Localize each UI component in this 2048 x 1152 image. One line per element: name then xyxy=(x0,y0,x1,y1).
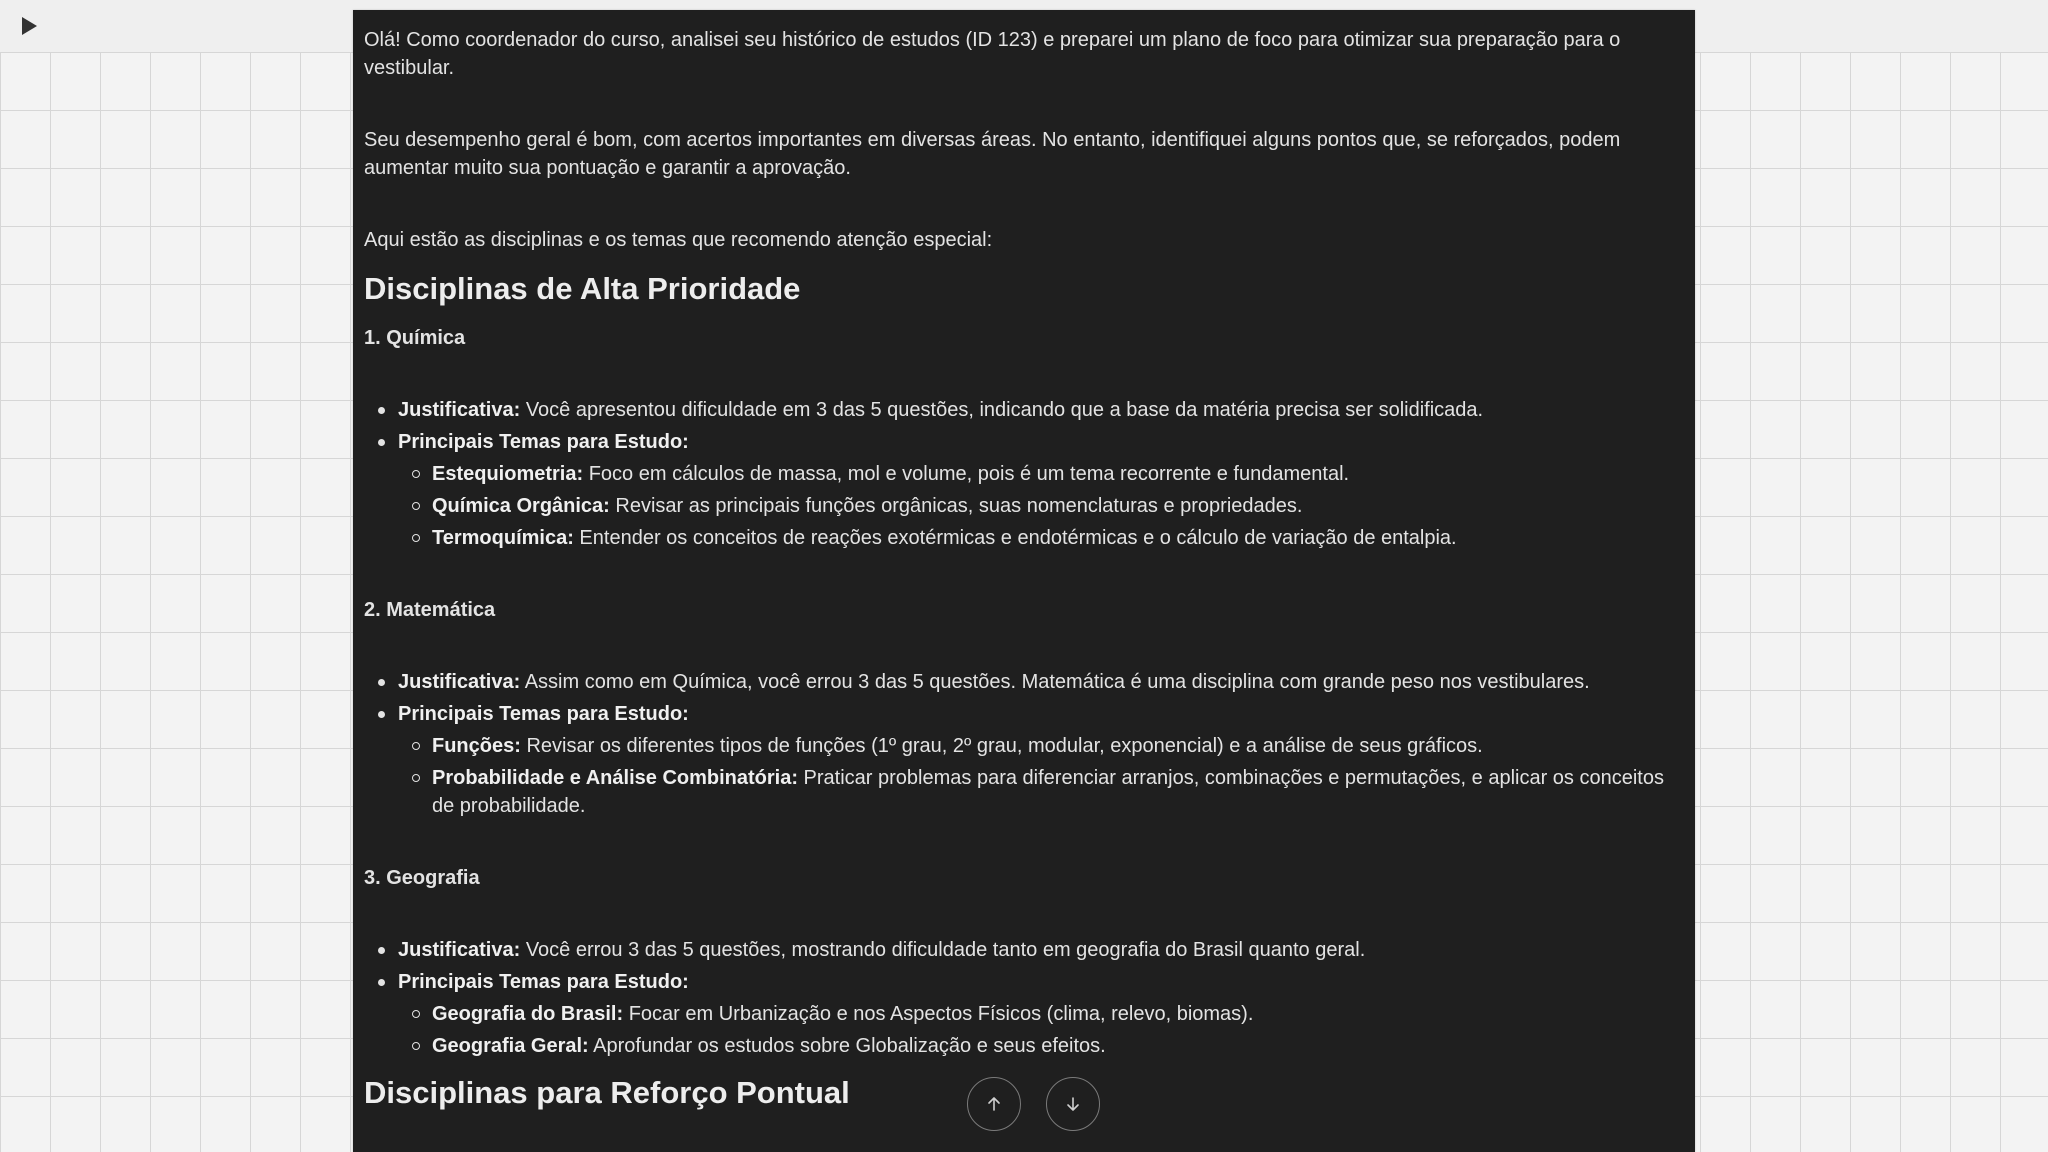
topic-text: Aprofundar os estudos sobre Globalização e seus efeitos. xyxy=(588,1035,1106,1057)
scroll-down-button[interactable] xyxy=(1046,1077,1100,1131)
list-item-topics xyxy=(398,700,1671,820)
topic-text: Focar em Urbanização e nos Aspectos Físicos (clima, relevo, biomas). xyxy=(623,1003,1254,1025)
response-content xyxy=(353,10,1695,1112)
list-item-topics xyxy=(398,428,1671,552)
topic-item xyxy=(432,764,1671,820)
list-item-justification xyxy=(398,396,1671,424)
topics-label: Principais Temas para Estudo: xyxy=(398,431,689,453)
topic-text: Revisar as principais funções orgânicas, suas nomenclaturas e propriedades. xyxy=(609,495,1303,517)
topic-text: Foco em cálculos de massa, mol e volume, pois é um tema recorrente e fundamental. xyxy=(583,463,1350,485)
intro-paragraph: Seu desempenho geral é bom, com acertos importantes em diversas áreas. No entanto, identifiquei alguns pontos que, se reforçados, podem aumentar muito sua pontuação e garantir a aprovação. xyxy=(364,129,1621,179)
topic-item xyxy=(432,524,1671,552)
discipline-list xyxy=(364,396,1671,552)
topic-label: Funções: xyxy=(432,735,521,757)
list-item-justification xyxy=(398,668,1671,696)
discipline-title: 2. Matemática xyxy=(364,599,496,621)
discipline-title: 3. Geografia xyxy=(364,867,480,889)
topics-label: Principais Temas para Estudo: xyxy=(398,703,689,725)
topic-label: Estequiometria: xyxy=(432,463,584,485)
discipline-list xyxy=(364,668,1671,820)
justification-text: Você apresentou dificuldade em 3 das 5 questões, indicando que a base da matéria precisa ser solidificada. xyxy=(520,399,1484,421)
topic-label: Química Orgânica: xyxy=(432,495,610,517)
topic-item xyxy=(432,492,1671,520)
topics-list xyxy=(398,1000,1671,1060)
topics-list xyxy=(398,460,1671,552)
section-heading-high-priority: Disciplinas de Alta Prioridade xyxy=(364,271,801,306)
justification-label: Justificativa: xyxy=(398,939,521,961)
intro-paragraph: Aqui estão as disciplinas e os temas que recomendo atenção especial: xyxy=(364,229,993,251)
justification-label: Justificativa: xyxy=(398,399,521,421)
topic-text: Praticar problemas para diferenciar arranjos, combinações e permutações, e aplicar os conceitos de probabilidade. xyxy=(432,767,1664,817)
topic-item xyxy=(432,1032,1671,1060)
arrow-up-icon xyxy=(984,1094,1004,1114)
topics-list xyxy=(398,732,1671,820)
topic-item xyxy=(432,1000,1671,1028)
topic-label: Termoquímica: xyxy=(432,527,574,549)
list-item-topics xyxy=(398,968,1671,1060)
arrow-down-icon xyxy=(1063,1094,1083,1114)
discipline-title: 1. Química xyxy=(364,327,466,349)
topic-item xyxy=(432,460,1671,488)
section-heading-reinforcement: Disciplinas para Reforço Pontual xyxy=(364,1075,850,1110)
justification-text: Você errou 3 das 5 questões, mostrando dificuldade tanto em geografia do Brasil quanto geral. xyxy=(520,939,1366,961)
topic-text: Revisar os diferentes tipos de funções (1º grau, 2º grau, modular, exponencial) e a análise de seus gráficos. xyxy=(520,735,1483,757)
topics-label: Principais Temas para Estudo: xyxy=(398,971,689,993)
topic-text: Entender os conceitos de reações exotérmicas e endotérmicas e o cálculo de variação de entalpia. xyxy=(573,527,1457,549)
topic-label: Geografia Geral: xyxy=(432,1035,589,1057)
scroll-up-button[interactable] xyxy=(967,1077,1021,1131)
play-icon[interactable] xyxy=(18,14,42,38)
discipline-list xyxy=(364,936,1671,1060)
justification-text: Assim como em Química, você errou 3 das 5 questões. Matemática é uma disciplina com grande peso nos vestibulares. xyxy=(520,671,1590,693)
list-item-justification xyxy=(398,936,1671,964)
intro-paragraph: Olá! Como coordenador do curso, analisei seu histórico de estudos (ID 123) e preparei um plano de foco para otimizar sua preparação para o vestibular. xyxy=(364,29,1621,79)
justification-label: Justificativa: xyxy=(398,671,521,693)
response-panel xyxy=(353,10,1695,1152)
topic-label: Geografia do Brasil: xyxy=(432,1003,624,1025)
topic-item xyxy=(432,732,1671,760)
topic-label: Probabilidade e Análise Combinatória: xyxy=(432,767,798,789)
